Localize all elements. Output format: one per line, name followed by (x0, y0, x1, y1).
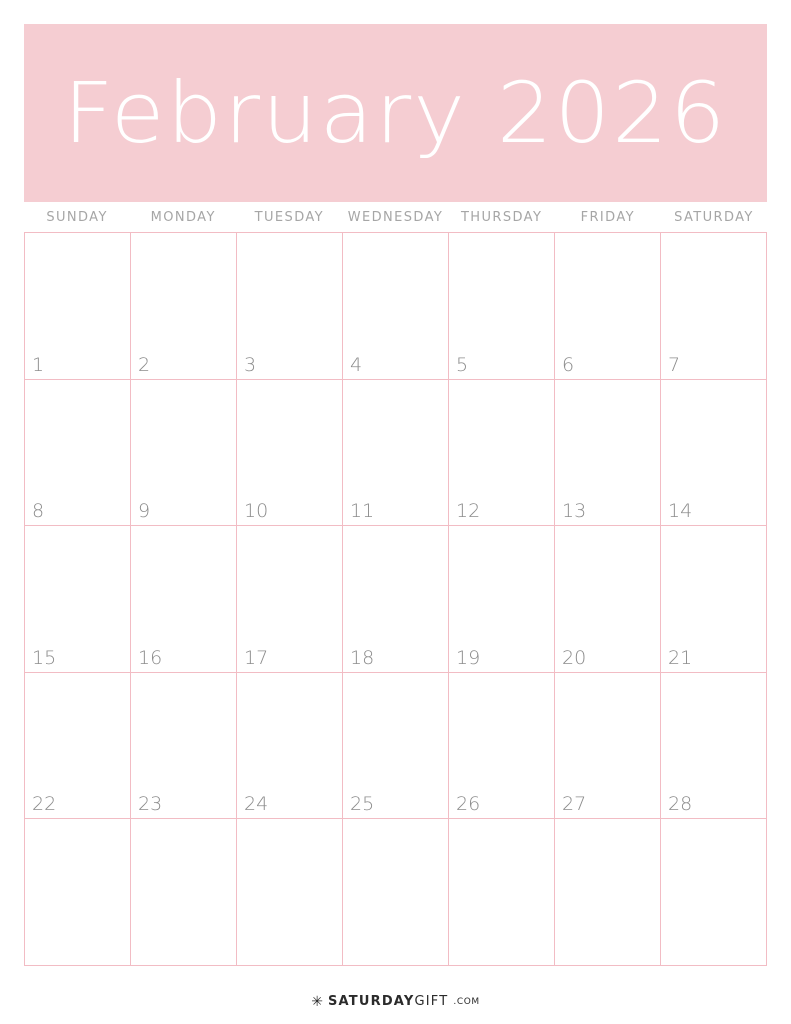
day-cell[interactable] (449, 233, 555, 380)
sparkle-icon: ✳ (311, 993, 323, 1009)
day-cell[interactable] (555, 233, 661, 380)
day-cell[interactable] (237, 673, 343, 820)
weekday-thursday: THURSDAY (460, 209, 543, 225)
month-banner (24, 24, 767, 202)
day-cell[interactable] (661, 233, 767, 380)
day-number: 27 (562, 793, 587, 816)
weekday-sunday: SUNDAY (46, 209, 108, 225)
day-cell[interactable] (131, 233, 237, 380)
day-cell[interactable] (449, 673, 555, 820)
day-cell-empty[interactable] (449, 819, 555, 966)
day-number: 8 (32, 500, 45, 523)
day-number: 28 (668, 793, 693, 816)
day-number: 3 (244, 353, 257, 376)
day-number: 23 (138, 793, 163, 816)
day-number: 20 (562, 646, 587, 669)
day-cell-empty[interactable] (343, 819, 449, 966)
day-cell[interactable] (555, 380, 661, 527)
day-number: 11 (350, 500, 375, 523)
day-cell-empty[interactable] (131, 819, 237, 966)
day-cell[interactable] (25, 380, 131, 527)
day-number: 24 (244, 793, 269, 816)
day-cell[interactable] (449, 380, 555, 527)
day-number: 17 (244, 646, 269, 669)
day-cell[interactable] (343, 233, 449, 380)
footer (24, 978, 767, 1024)
day-number: 22 (32, 793, 57, 816)
day-number: 5 (456, 353, 469, 376)
day-cell[interactable] (25, 673, 131, 820)
day-number: 9 (138, 500, 151, 523)
day-cell[interactable] (25, 526, 131, 673)
day-cell[interactable] (661, 673, 767, 820)
weekday-tuesday: TUESDAY (254, 209, 325, 225)
day-cell-empty[interactable] (237, 819, 343, 966)
day-cell-empty[interactable] (661, 819, 767, 966)
day-cell[interactable] (25, 233, 131, 380)
day-number: 21 (668, 646, 693, 669)
day-cell[interactable] (343, 526, 449, 673)
day-cell-empty[interactable] (555, 819, 661, 966)
day-number: 19 (456, 646, 481, 669)
day-number: 6 (562, 353, 575, 376)
day-cell[interactable] (343, 380, 449, 527)
day-number: 26 (456, 793, 481, 816)
day-cell-empty[interactable] (25, 819, 131, 966)
day-number: 25 (350, 793, 375, 816)
day-cell[interactable] (131, 526, 237, 673)
day-number: 10 (244, 500, 269, 523)
day-number: 1 (32, 353, 45, 376)
weekday-monday: MONDAY (150, 209, 216, 225)
calendar-grid (24, 232, 767, 966)
brand-tld: .COM (453, 997, 480, 1007)
day-cell[interactable] (661, 526, 767, 673)
weekday-wednesday: WEDNESDAY (347, 209, 444, 225)
day-number: 16 (138, 646, 163, 669)
day-cell[interactable] (555, 673, 661, 820)
day-cell[interactable] (661, 380, 767, 527)
day-cell[interactable] (237, 380, 343, 527)
day-cell[interactable] (237, 526, 343, 673)
brand-name-bold: SATURDAY (327, 993, 415, 1009)
day-cell[interactable] (555, 526, 661, 673)
day-cell[interactable] (131, 673, 237, 820)
day-number: 15 (32, 646, 57, 669)
weekday-friday: FRIDAY (580, 209, 635, 225)
day-cell[interactable] (449, 526, 555, 673)
brand-logo (328, 994, 448, 1009)
day-number: 7 (668, 353, 681, 376)
day-cell[interactable] (343, 673, 449, 820)
weekday-saturday: SATURDAY (674, 209, 754, 225)
day-cell[interactable] (237, 233, 343, 380)
brand-name-light: GIFT (414, 993, 449, 1009)
day-cell[interactable] (131, 380, 237, 527)
day-number: 2 (138, 353, 151, 376)
day-number: 4 (350, 353, 363, 376)
day-number: 14 (668, 500, 693, 523)
page-title: February 2026 (63, 64, 728, 162)
day-number: 12 (456, 500, 481, 523)
weekday-header-row (24, 202, 767, 232)
day-number: 13 (562, 500, 587, 523)
day-number: 18 (350, 646, 375, 669)
